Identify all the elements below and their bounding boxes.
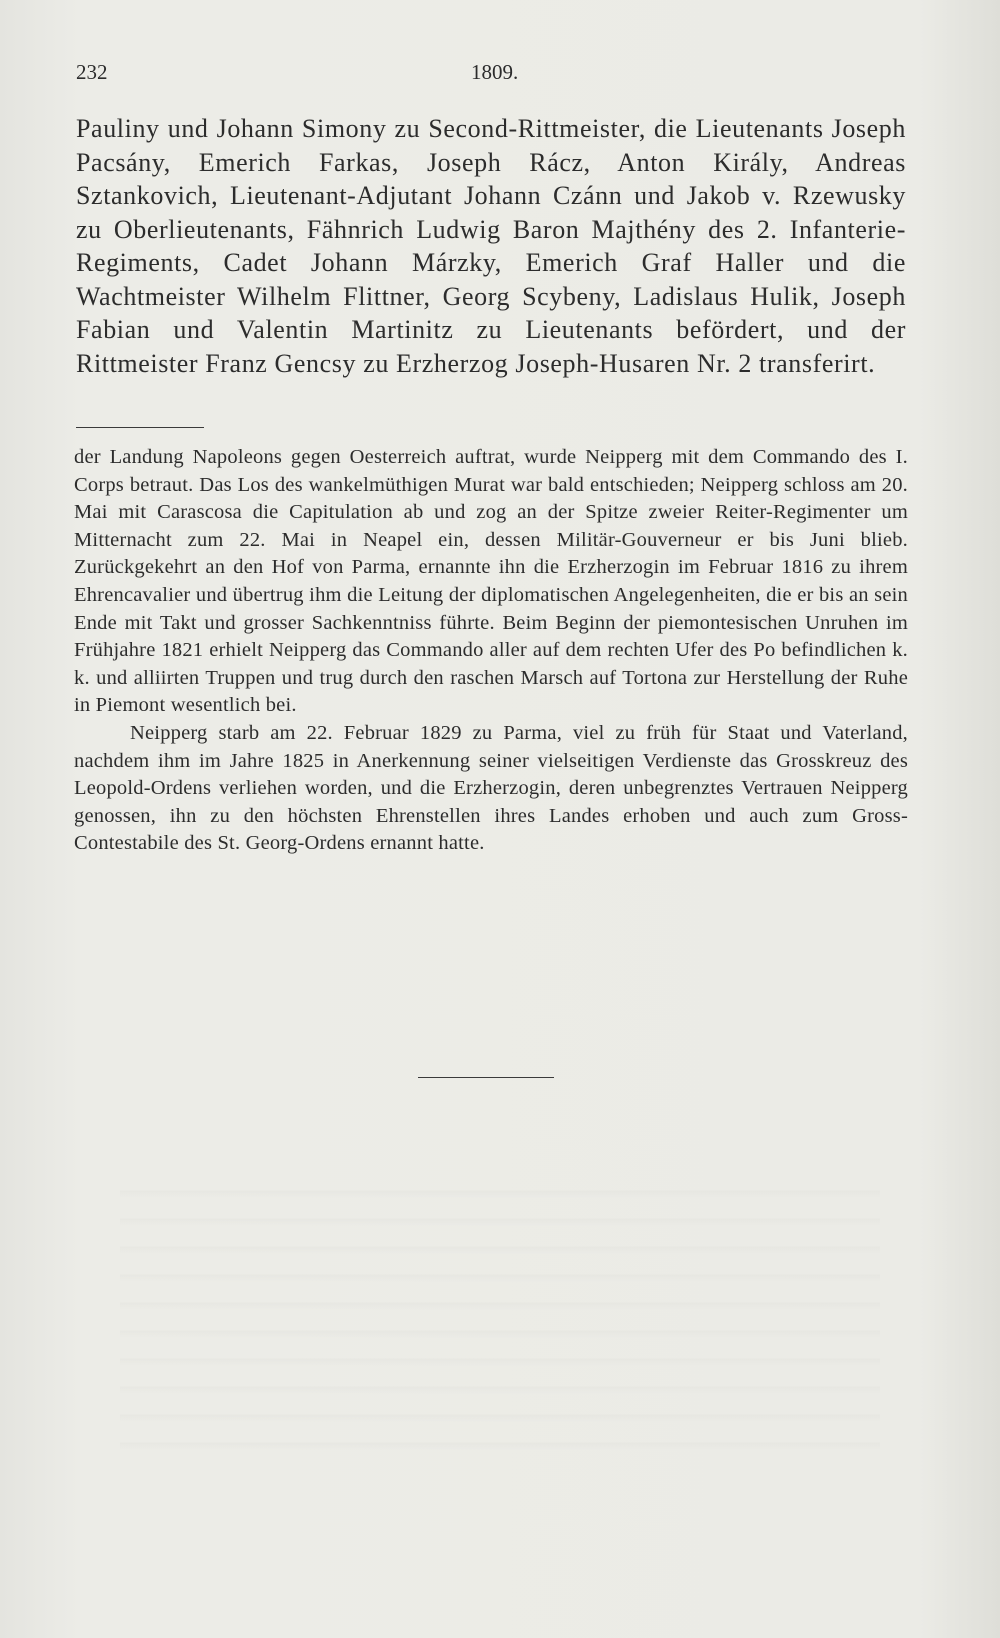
footnote-paragraph-2: Neipperg starb am 22. Februar 1829 zu Parma, viel zu früh für Staat und Vaterland, nachdem ihm im Jahre 1825 in Anerkennung seiner vielseitigen Verdienste das Grosskreuz des Leopold-Ordens verliehen worden, und die Erzherzogin, deren unbegrenztes Vertrauen Neipperg genossen, ihn zu den höchsten Ehrenstellen ihres Landes erhoben und auch zum Gross-Contestabile des St. Georg-Ordens ernannt hatte. <box>74 721 908 855</box>
running-title: 1809. <box>471 60 519 84</box>
end-separator <box>418 1077 554 1078</box>
show-through-texture <box>120 1170 880 1470</box>
footnote-block <box>74 444 908 858</box>
page-header <box>76 60 906 90</box>
page-number: 232 <box>76 60 108 84</box>
footnote-separator <box>76 427 204 428</box>
footnote-paragraph-1: der Landung Napoleons gegen Oesterreich auftrat, wurde Neipperg mit dem Commando des I. Corps betraut. Das Los des wankelmüthigen Murat war bald entschieden; Neipperg schloss am 20. Mai mit Carascosa die Capitulation ab und zog an der Spitze zweier Reiter-Regimenter um Mitternacht zum 22. Mai in Neapel ein, dessen Militär-Gouverneur er bis Juni blieb. Zurückgekehrt an den Hof von Parma, ernannte ihn die Erzherzogin im Februar 1816 zu ihrem Ehrencavalier und übertrug ihm die Leitung der diplomatischen Angelegenheiten, die er bis an sein Ende mit Takt und grosser Sachkenntniss führte. Beim Beginn der piemontesischen Unruhen im Frühjahre 1821 erhielt Neipperg das Commando aller auf dem rechten Ufer des Po befindlichen k. k. und alliirten Truppen und trug durch den raschen Marsch auf Tortona zur Herstellung der Ruhe in Piemont wesentlich bei. <box>74 446 908 717</box>
main-paragraph: Pauliny und Johann Simony zu Second-Rittmeister, die Lieutenants Joseph Pacsány, Emerich Farkas, Joseph Rácz, Anton Király, Andreas Sztankovich, Lieutenant-Adjutant Johann Czánn und Jakob v. Rzewusky zu Oberlieutenants, Fähnrich Ludwig Baron Majthény des 2. Infanterie-Regiments, Cadet Johann Márzky, Emerich Graf Haller und die Wachtmeister Wilhelm Flittner, Georg Scybeny, Ladislaus Hulik, Joseph Fabian und Valentin Martinitz zu Lieutenants befördert, und der Rittmeister Franz Gencsy zu Erzherzog Joseph-Husaren Nr. 2 transferirt. <box>76 114 906 378</box>
